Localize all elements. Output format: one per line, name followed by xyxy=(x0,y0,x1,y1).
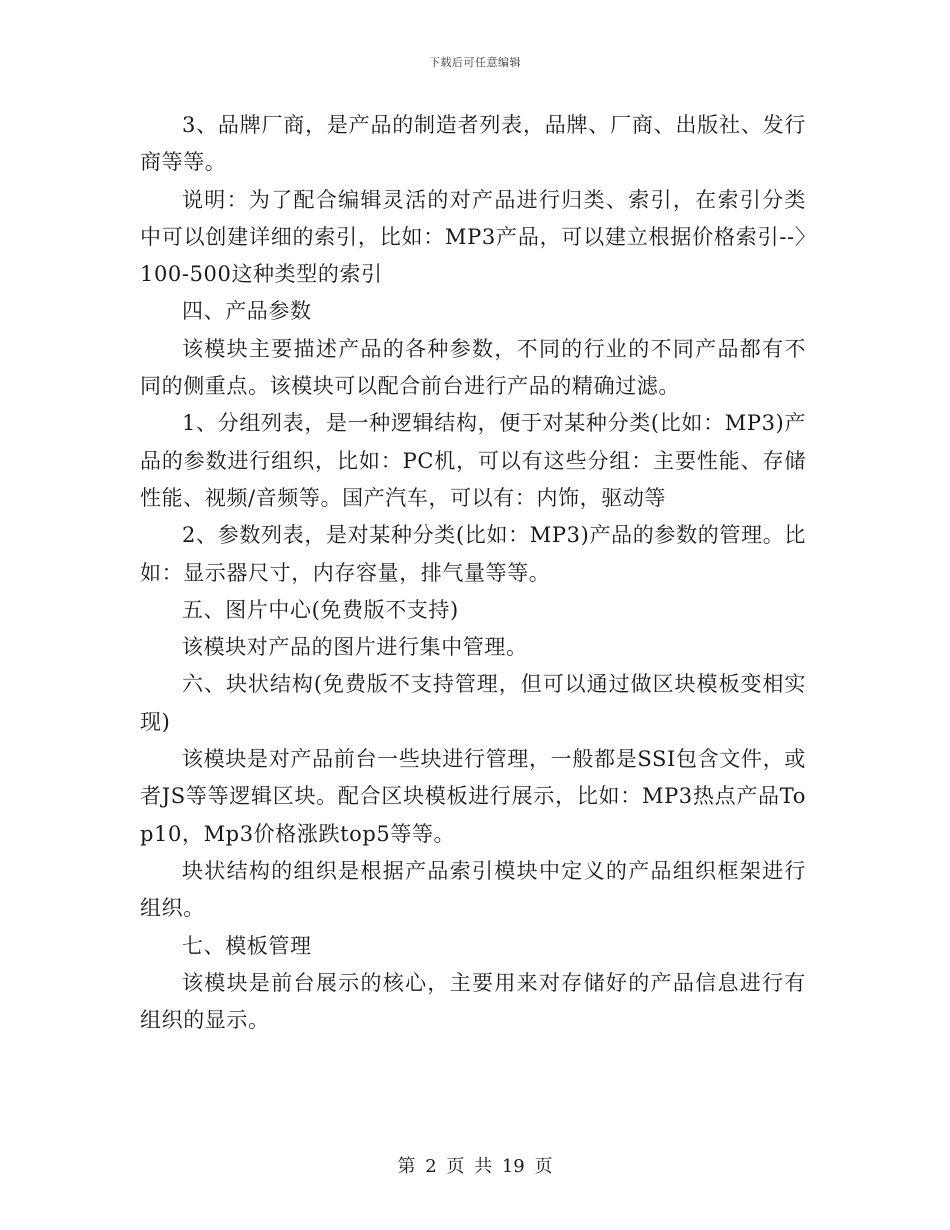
page-number-footer: 第 2 页 共 19 页 xyxy=(397,1156,553,1177)
paragraph-params-intro: 该模块主要描述产品的各种参数，不同的行业的不同产品都有不同的侧重点。该模块可以配合前台进行产品的精确过滤。 xyxy=(140,336,806,399)
paragraph-index-explanation: 说明：为了配合编辑灵活的对产品进行归类、索引，在索引分类中可以创建详细的索引，比如：MP3产品，可以建立根据价格索引--〉100-500这种类型的索引 xyxy=(140,187,806,287)
paragraph-block-organization: 块状结构的组织是根据产品索引模块中定义的产品组织框架进行组织。 xyxy=(140,858,806,921)
paragraph-block-management: 该模块是对产品前台一些块进行管理，一般都是SSI包含文件，或者JS等等逻辑区块。配合区块模板进行展示，比如：MP3热点产品Top10，Mp3价格涨跌top5等等。 xyxy=(140,747,806,846)
paragraph-brand-vendors: 3、品牌厂商，是产品的制造者列表，品牌、厂商、出版社、发行商等等。 xyxy=(140,113,806,175)
document-body xyxy=(140,107,806,1039)
section-heading-image-center: 五、图片中心(免费版不支持) xyxy=(182,597,459,622)
paragraph-image-center: 该模块对产品的图片进行集中管理。 xyxy=(182,635,528,660)
paragraph-group-list: 1、分组列表，是一种逻辑结构，便于对某种分类(比如：MP3)产品的参数进行组织，比如：PC机，可以有这些分组：主要性能、存储性能、视频/音频等。国产汽车，可以有：内饰，驱动等 xyxy=(140,411,806,510)
paragraph-template-management: 该模块是前台展示的核心，主要用来对存储好的产品信息进行有组织的显示。 xyxy=(140,970,806,1033)
paragraph-param-list: 2、参数列表，是对某种分类(比如：MP3)产品的参数的管理。比如：显示器尺寸，内存容量，排气量等等。 xyxy=(140,523,806,585)
section-heading-product-params: 四、产品参数 xyxy=(182,299,312,324)
header-note: 下载后可任意编辑 xyxy=(429,56,521,69)
section-heading-block-structure: 六、块状结构(免费版不支持管理，但可以通过做区块模板变相实现) xyxy=(140,672,806,734)
section-heading-template-management: 七、模板管理 xyxy=(182,933,312,958)
